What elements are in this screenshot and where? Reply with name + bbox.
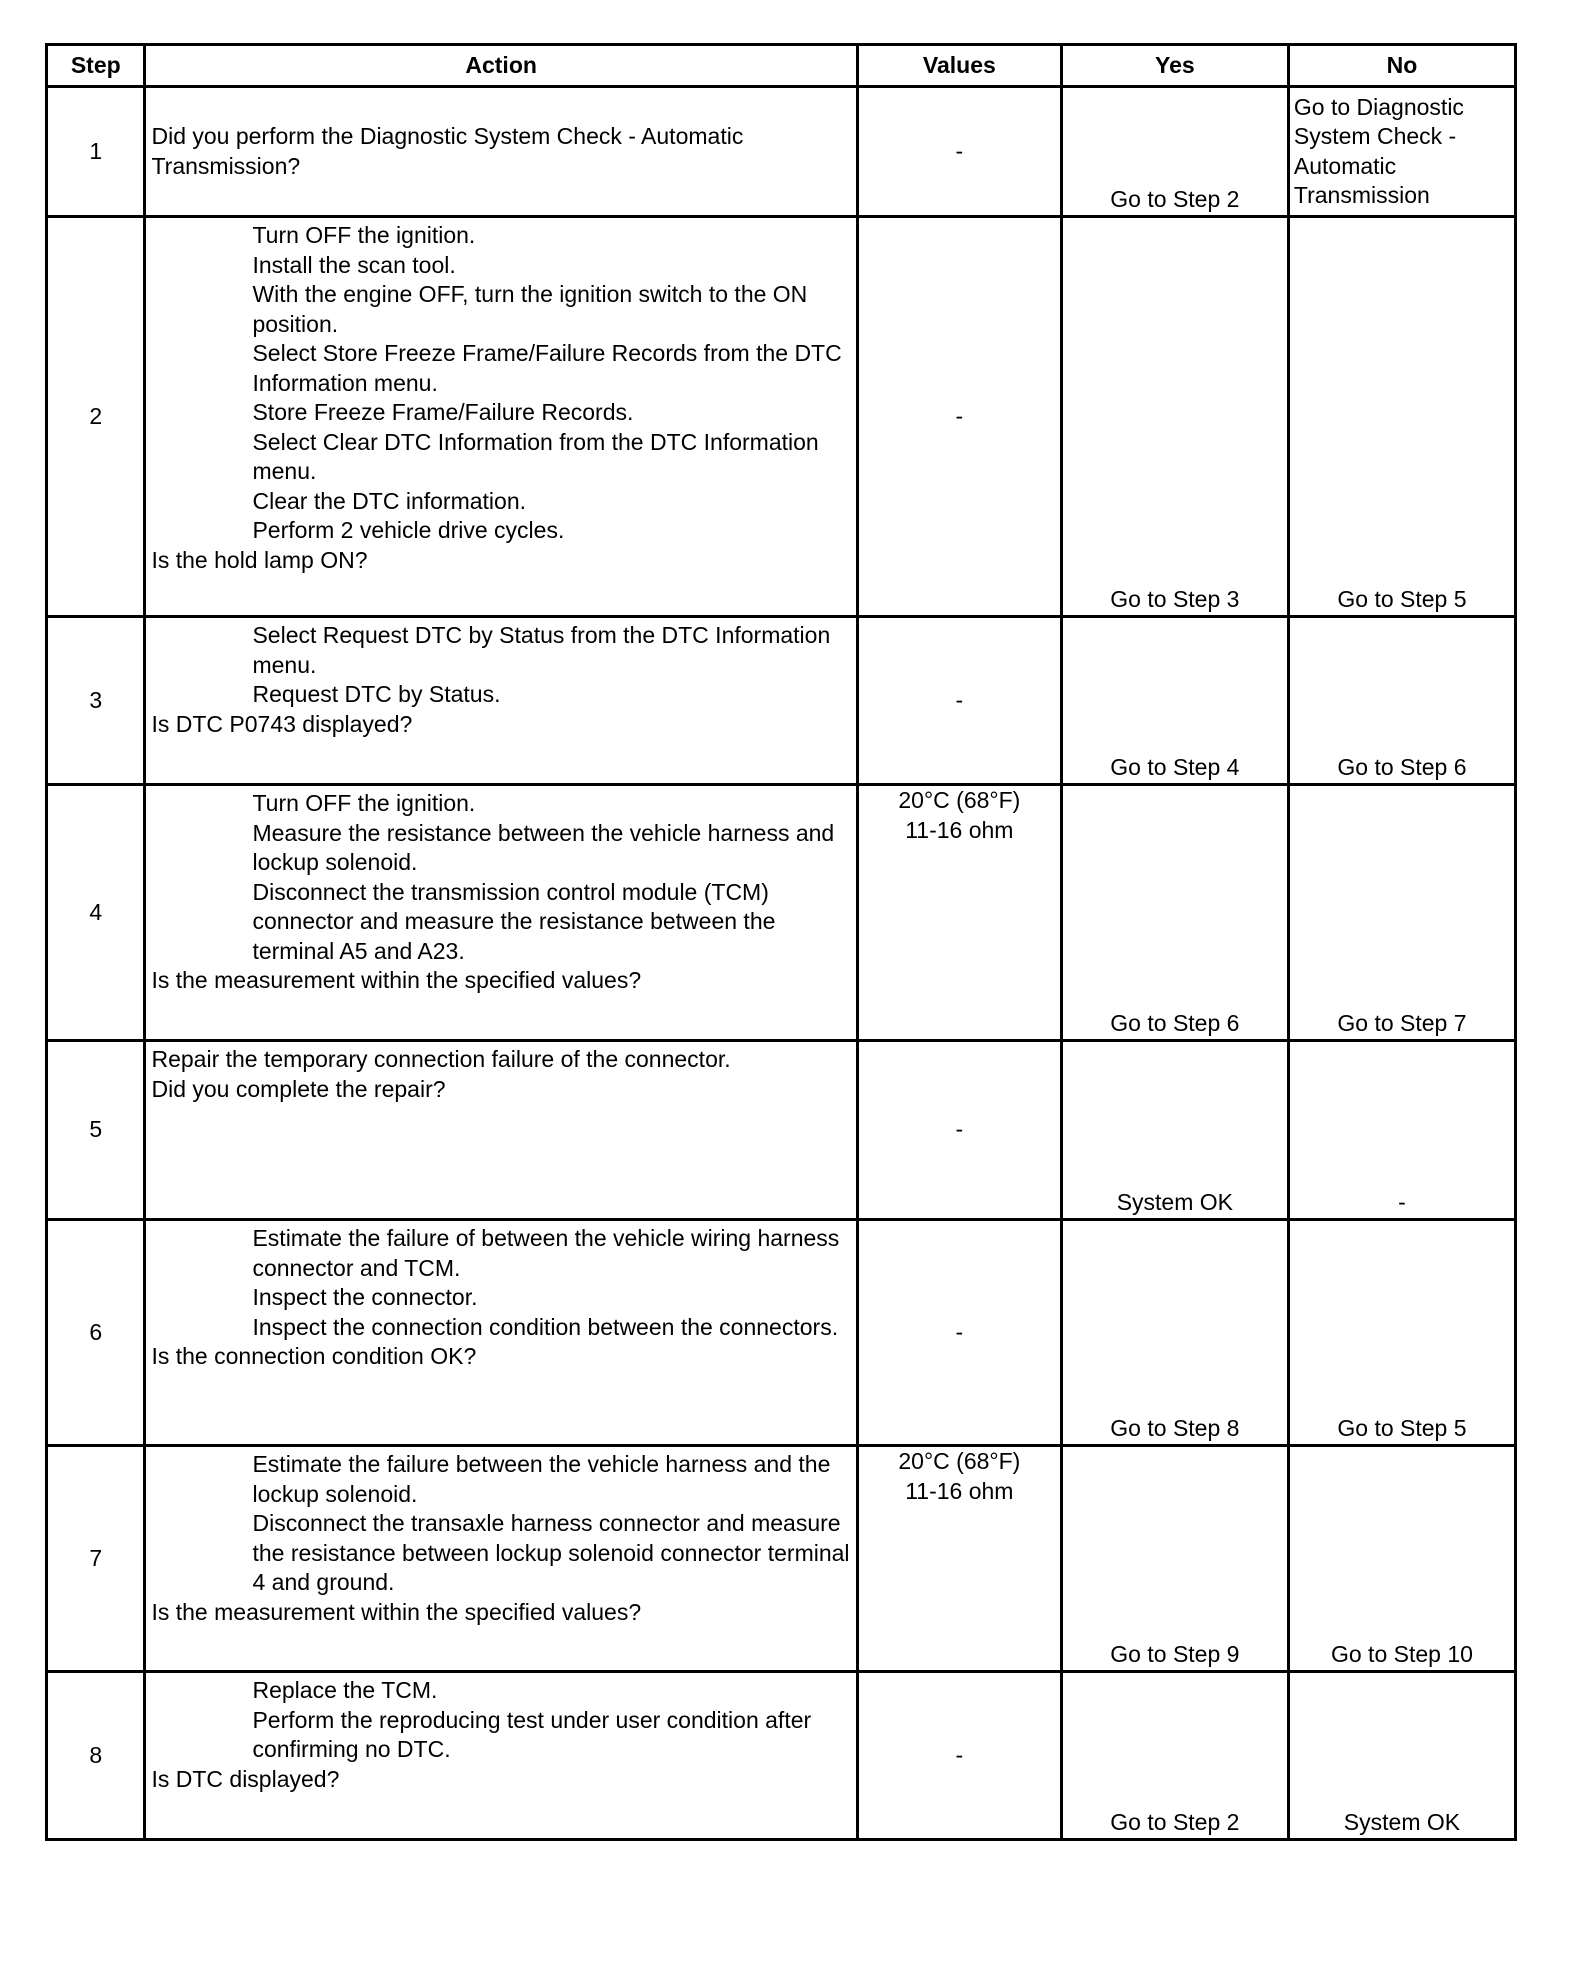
yes-cell bbox=[1061, 1672, 1288, 1840]
action-step: Disconnect the transmission control module (TCM) connector and measure the resistance between the terminal A5 and A23. bbox=[252, 878, 776, 964]
action-cell bbox=[145, 617, 857, 785]
no-answer: Go to Step 6 bbox=[1337, 753, 1467, 780]
table-row bbox=[47, 1041, 1516, 1220]
no-answer: System OK bbox=[1343, 1808, 1461, 1835]
values-cell: - bbox=[857, 217, 1061, 617]
no-answer: Go to Step 5 bbox=[1337, 1414, 1467, 1441]
no-cell bbox=[1288, 1446, 1515, 1672]
yes-cell bbox=[1061, 1220, 1288, 1446]
action-cell bbox=[145, 87, 857, 217]
values-cell: - bbox=[857, 87, 1061, 217]
action-step: Inspect the connector. bbox=[252, 1284, 478, 1310]
header-action: Action bbox=[145, 45, 857, 87]
table-row bbox=[47, 1672, 1516, 1840]
action-step: With the engine OFF, turn the ignition switch to the ON position. bbox=[252, 281, 808, 337]
table-row bbox=[47, 87, 1516, 217]
action-question: Is DTC displayed? bbox=[151, 1765, 340, 1792]
action-cell bbox=[145, 785, 857, 1041]
value-resistance: 11-16 ohm bbox=[905, 816, 1014, 843]
action-step: Estimate the failure of between the vehicle wiring harness connector and TCM. bbox=[252, 1225, 840, 1281]
no-cell bbox=[1288, 617, 1515, 785]
action-step: Perform the reproducing test under user condition after confirming no DTC. bbox=[252, 1706, 812, 1762]
action-step: Perform 2 vehicle drive cycles. bbox=[252, 517, 565, 543]
action-question: Is the connection condition OK? bbox=[151, 1343, 477, 1369]
yes-answer: Go to Step 3 bbox=[1110, 585, 1240, 612]
step-number: 4 bbox=[47, 785, 145, 1041]
action-step: Estimate the failure between the vehicle harness and the lockup solenoid. bbox=[252, 1451, 831, 1507]
table-row bbox=[47, 1446, 1516, 1672]
values-cell: - bbox=[857, 617, 1061, 785]
values-cell bbox=[857, 785, 1061, 1041]
no-cell: Go to Diagnostic System Check - Automatic Transmission bbox=[1288, 87, 1515, 217]
value-temperature: 20°C (68°F) bbox=[898, 1448, 1021, 1474]
no-cell bbox=[1288, 217, 1515, 617]
action-cell bbox=[145, 1446, 857, 1672]
no-cell bbox=[1288, 1041, 1515, 1220]
header-yes: Yes bbox=[1061, 45, 1288, 87]
action-question: Did you complete the repair? bbox=[151, 1075, 446, 1102]
action-question: Is the measurement within the specified values? bbox=[151, 1598, 642, 1625]
step-number: 1 bbox=[47, 87, 145, 217]
action-step: Select Clear DTC Information from the DTC Information menu. bbox=[252, 428, 819, 484]
yes-cell bbox=[1061, 217, 1288, 617]
action-steps bbox=[151, 789, 851, 966]
action-steps bbox=[151, 1676, 851, 1765]
action-text: Did you perform the Diagnostic System Check - Automatic Transmission? bbox=[151, 123, 744, 179]
step-number: 5 bbox=[47, 1041, 145, 1220]
table-row bbox=[47, 617, 1516, 785]
step-number: 7 bbox=[47, 1446, 145, 1672]
action-steps bbox=[151, 1224, 851, 1342]
action-step: Turn OFF the ignition. bbox=[252, 790, 476, 816]
yes-answer: Go to Step 2 bbox=[1110, 185, 1240, 212]
action-step: Disconnect the transaxle harness connector and measure the resistance between lockup solenoid connector terminal 4 and ground. bbox=[252, 1510, 850, 1595]
values-cell: - bbox=[857, 1672, 1061, 1840]
action-steps bbox=[151, 621, 851, 710]
action-cell bbox=[145, 1672, 857, 1840]
yes-answer: Go to Step 6 bbox=[1110, 1009, 1240, 1036]
yes-cell bbox=[1061, 1041, 1288, 1220]
no-answer: - bbox=[1398, 1188, 1406, 1215]
header-step: Step bbox=[47, 45, 145, 87]
no-answer: Go to Step 5 bbox=[1337, 585, 1467, 612]
action-cell bbox=[145, 217, 857, 617]
action-step: Inspect the connection condition between the connectors. bbox=[252, 1313, 839, 1340]
values-cell bbox=[857, 1446, 1061, 1672]
action-step: Turn OFF the ignition. bbox=[252, 222, 476, 248]
header-row bbox=[47, 45, 1516, 87]
action-steps bbox=[151, 221, 851, 546]
value-resistance: 11-16 ohm bbox=[905, 1477, 1014, 1504]
action-cell bbox=[145, 1220, 857, 1446]
values-cell: - bbox=[857, 1220, 1061, 1446]
action-step: Install the scan tool. bbox=[252, 251, 456, 278]
table-row bbox=[47, 217, 1516, 617]
header-no: No bbox=[1288, 45, 1515, 87]
action-step: Select Store Freeze Frame/Failure Records from the DTC Information menu. bbox=[252, 340, 842, 396]
value-temperature: 20°C (68°F) bbox=[898, 787, 1021, 813]
action-step: Replace the TCM. bbox=[252, 1677, 438, 1703]
action-step: Request DTC by Status. bbox=[252, 681, 501, 707]
action-step: Measure the resistance between the vehicle harness and lockup solenoid. bbox=[252, 819, 835, 875]
action-step: Select Request DTC by Status from the DTC Information menu. bbox=[252, 622, 831, 678]
table-row bbox=[47, 1220, 1516, 1446]
action-cell bbox=[145, 1041, 857, 1220]
header-values: Values bbox=[857, 45, 1061, 87]
step-number: 3 bbox=[47, 617, 145, 785]
action-question: Is the measurement within the specified values? bbox=[151, 967, 642, 993]
yes-answer: System OK bbox=[1116, 1188, 1234, 1215]
no-cell bbox=[1288, 1672, 1515, 1840]
no-cell bbox=[1288, 785, 1515, 1041]
yes-cell bbox=[1061, 617, 1288, 785]
yes-cell bbox=[1061, 87, 1288, 217]
step-number: 6 bbox=[47, 1220, 145, 1446]
step-number: 8 bbox=[47, 1672, 145, 1840]
step-number: 2 bbox=[47, 217, 145, 617]
yes-answer: Go to Step 2 bbox=[1110, 1808, 1240, 1835]
yes-answer: Go to Step 4 bbox=[1110, 753, 1240, 780]
action-step: Clear the DTC information. bbox=[252, 487, 527, 514]
yes-answer: Go to Step 9 bbox=[1110, 1640, 1240, 1667]
diagnostic-table bbox=[45, 43, 1517, 1841]
no-cell bbox=[1288, 1220, 1515, 1446]
action-steps bbox=[151, 1450, 851, 1598]
yes-answer: Go to Step 8 bbox=[1110, 1414, 1240, 1441]
yes-cell bbox=[1061, 1446, 1288, 1672]
action-question: Is DTC P0743 displayed? bbox=[151, 710, 413, 737]
table-row bbox=[47, 785, 1516, 1041]
action-question: Is the hold lamp ON? bbox=[151, 546, 368, 573]
action-step: Store Freeze Frame/Failure Records. bbox=[252, 399, 634, 425]
no-answer: Go to Step 10 bbox=[1330, 1640, 1473, 1667]
no-answer: Go to Step 7 bbox=[1337, 1009, 1467, 1036]
values-cell: - bbox=[857, 1041, 1061, 1220]
yes-cell bbox=[1061, 785, 1288, 1041]
action-text: Repair the temporary connection failure of the connector. bbox=[151, 1046, 731, 1072]
